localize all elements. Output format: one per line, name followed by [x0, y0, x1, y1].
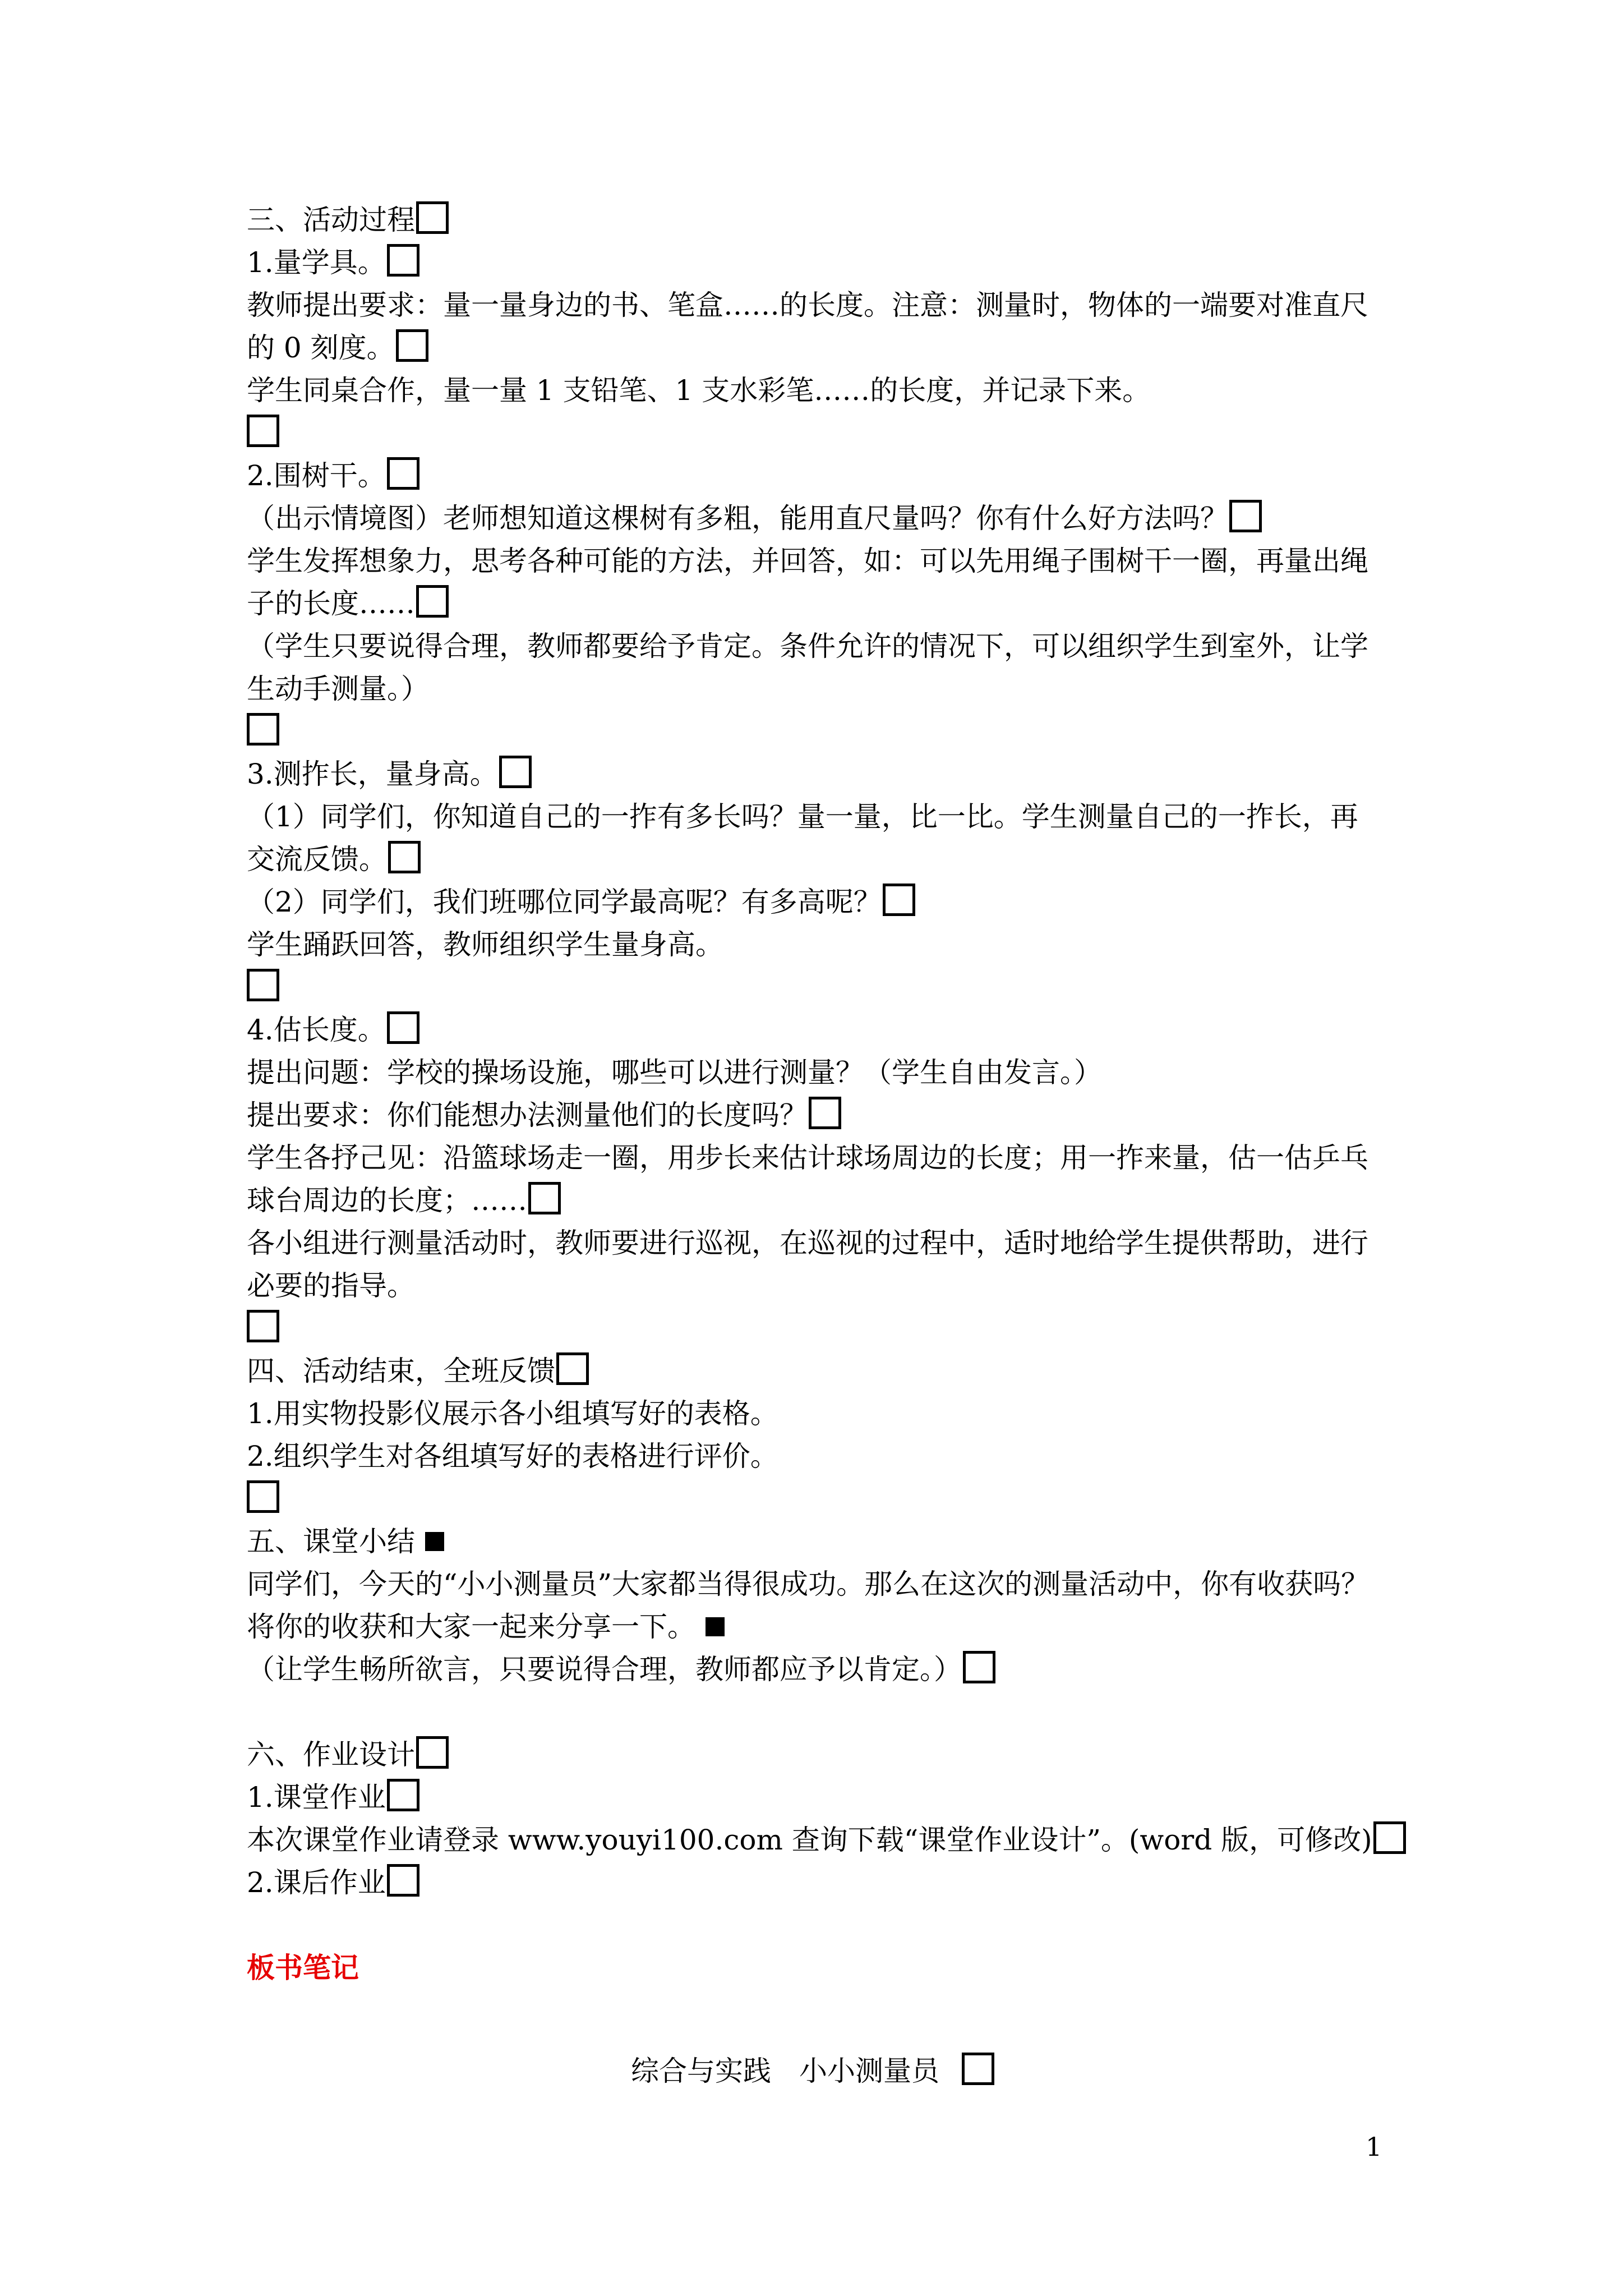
- page-number: 1: [1366, 2132, 1382, 2162]
- homework-link-text: 本次课堂作业请登录 www.youyi100.com 查询下载“课堂作业设计”。(word 版，可修改): [247, 1824, 1372, 1856]
- section-6-title: 六、作业设计: [247, 1734, 449, 1775]
- placeholder-box: [247, 1480, 279, 1513]
- paragraph: （学生只要说得合理，教师都要给予肯定。条件允许的情况下，可以组织学生到室外，让学: [247, 630, 1368, 662]
- paragraph: 2.组织学生对各组填写好的表格进行评价。: [247, 1440, 778, 1473]
- placeholder-box: [396, 329, 428, 362]
- placeholder-box: [883, 884, 915, 916]
- placeholder-box: [416, 1736, 449, 1769]
- placeholder-box: [388, 841, 421, 873]
- paragraph: 学生同桌合作，量一量 1 支铅笔、1 支水彩笔……的长度，并记录下来。: [247, 374, 1151, 407]
- placeholder-box: [387, 1779, 419, 1811]
- placeholder-box: [387, 1011, 419, 1044]
- paragraph: （1）同学们，你知道自己的一拃有多长吗？量一量，比一比。学生测量自己的一拃长，再: [247, 800, 1358, 833]
- placeholder-box: [416, 585, 449, 618]
- placeholder-box: [247, 1310, 279, 1342]
- paragraph: 提出要求：你们能想办法测量他们的长度吗？: [247, 1094, 841, 1136]
- paragraph: 提出问题：学校的操场设施，哪些可以进行测量？（学生自由发言。）: [247, 1056, 1102, 1089]
- placeholder-box: [556, 1352, 589, 1385]
- paragraph: 球台周边的长度；……: [247, 1180, 561, 1221]
- placeholder-box: [247, 415, 279, 447]
- paragraph: （2）同学们，我们班哪位同学最高呢？有多高呢？: [247, 881, 915, 923]
- section-6-2-heading: 2.课后作业: [247, 1862, 419, 1903]
- paragraph: 生动手测量。）: [247, 673, 429, 705]
- placeholder-box: [247, 713, 279, 746]
- section-3-4-heading: 4.估长度。: [247, 1009, 419, 1051]
- paragraph: 子的长度……: [247, 583, 449, 624]
- placeholder-box: [247, 969, 279, 1001]
- placeholder-line: [247, 711, 279, 752]
- black-square-mark: [425, 1532, 444, 1551]
- placeholder-line: [247, 412, 279, 454]
- board-center-title: 综合与实践 小小测量员: [631, 2050, 994, 2092]
- paragraph: 必要的指导。: [247, 1269, 415, 1302]
- paragraph: 各小组进行测量活动时，教师要进行巡视，在巡视的过程中，适时地给学生提供帮助，进行: [247, 1227, 1368, 1259]
- section-3-3-heading: 3.测拃长，量身高。: [247, 753, 532, 795]
- paragraph: （出示情境图）老师想知道这棵树有多粗，能用直尺量吗？你有什么好方法吗？: [247, 498, 1262, 539]
- section-3-title: 三、活动过程: [247, 199, 449, 241]
- section-3-2-heading: 2.围树干。: [247, 455, 419, 496]
- paragraph: 将你的收获和大家一起来分享一下。: [247, 1606, 725, 1648]
- placeholder-box: [528, 1182, 561, 1214]
- section-6-1-heading: 1.课堂作业: [247, 1777, 419, 1818]
- section-3-1-heading: 1.量学具。: [247, 242, 419, 283]
- placeholder-box: [1229, 500, 1262, 532]
- section-5-title: 五、课堂小结: [247, 1521, 444, 1562]
- paragraph: 交流反馈。: [247, 839, 421, 880]
- placeholder-box: [416, 201, 449, 234]
- paragraph: 的 0 刻度。: [247, 327, 428, 369]
- section-4-title: 四、活动结束，全班反馈: [247, 1350, 589, 1392]
- placeholder-line: [247, 1308, 279, 1349]
- board-notes-title: 板书笔记: [247, 1951, 359, 1984]
- placeholder-line: [247, 1478, 279, 1520]
- placeholder-box: [1373, 1821, 1406, 1854]
- paragraph: 学生发挥想象力，思考各种可能的方法，并回答，如：可以先用绳子围树干一圈，再量出绳: [247, 545, 1368, 577]
- paragraph: 1.用实物投影仪展示各小组填写好的表格。: [247, 1397, 778, 1430]
- placeholder-box: [962, 2053, 994, 2085]
- placeholder-box: [499, 756, 532, 788]
- placeholder-box: [387, 1864, 419, 1897]
- paragraph: 学生各抒己见：沿篮球场走一圈，用步长来估计球场周边的长度；用一拃来量，估一估乒乓: [247, 1142, 1368, 1174]
- black-square-mark: [706, 1617, 725, 1636]
- placeholder-line: [247, 967, 279, 1008]
- placeholder-box: [387, 457, 419, 490]
- placeholder-box: [963, 1651, 995, 1683]
- paragraph: （让学生畅所欲言，只要说得合理，教师都应予以肯定。）: [247, 1649, 995, 1690]
- paragraph: 同学们，今天的“小小测量员”大家都当得很成功。那么在这次的测量活动中，你有收获吗？: [247, 1568, 1370, 1600]
- paragraph: 学生踊跃回答，教师组织学生量身高。: [247, 928, 723, 961]
- placeholder-box: [809, 1097, 841, 1129]
- paragraph: 教师提出要求：量一量身边的书、笔盒……的长度。注意：测量时，物体的一端要对准直尺: [247, 289, 1368, 321]
- placeholder-box: [387, 244, 419, 277]
- paragraph: [247, 1819, 1406, 1861]
